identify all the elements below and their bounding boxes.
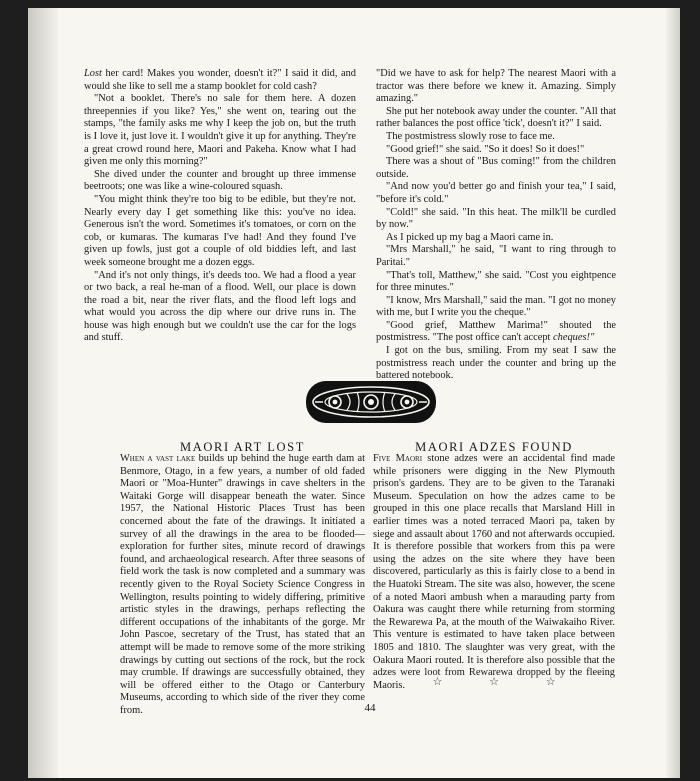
- paragraph: "You might think they're too big to be edible, but they're not. Nearly every day I get something like this: you've no idea. Generous isn't the word. Sometimes it's tomatoes, or corn on the cob, or kumaras. The kumaras I've had! And they found I've given up fowls, just got a couple of old biddies left, and last week someone brought me a dozen eggs.: [84, 193, 356, 268]
- star-icon: ☆: [432, 676, 443, 688]
- page-spine: [28, 8, 58, 778]
- paragraph: "And now you'd better go and finish your tea," I said, "before it's cold.": [376, 181, 616, 205]
- adzes-article-body: [373, 453, 615, 692]
- paragraph: I got on the bus, smiling. From my seat I saw the postmistress reach under the counter and bring up the battered notebook.: [376, 345, 616, 382]
- page-number: 44: [364, 702, 376, 714]
- star-icon: ☆: [545, 676, 556, 688]
- section-divider: [373, 675, 615, 688]
- paragraph: "And it's not only things, it's deeds too. We had a flood a year or two back, a real he-man of a flood. Well, our place is down the road a bit, near the river flats, and the flood left logs and what would you across the dip where our drive runs in. The house was high enough but we couldn't use the car for the logs and stuff.: [84, 269, 356, 344]
- lead-in: Five Maori: [373, 453, 423, 464]
- paragraph: "Cold!" she said. "In this heat. The milk'll be curdled by now.": [376, 206, 616, 231]
- lead-in: When a vast lake: [120, 453, 196, 464]
- art-article-body: [120, 453, 365, 717]
- paragraph: "Good grief!" she said. "So it does! So it does!": [386, 143, 585, 155]
- paragraph: Five Maori stone adzes were an accidental find made while prisoners were digging in the New Plymouth prison's gardens. They are to be given to the Taranaki Museum. Speculation on how the adzes came to be grouped in this one place recalls that Marsland Hill in earlier times was a noted terraced Maori pa, taken by siege and assault about 1760 and not afterwards occupied. It is therefore possible that workers from this pa were using the adzes on the site where they have been discovered, particularly as this is fairly close to a bend in the Huatoki Stream. The site was also, however, the scene of a noted Maori ambush when a marauding party from Oakura was caught there while returning from storming the Rewarewa Pa, at the mouth of the Waiwakaiho River. This venture is estimated to have taken place between 1805 and 1810. The slaughter was very great, with the Oakura Maori routed. It is therefore also possible that the adzes were loot from Rewarewa dropped by the fleeing Maoris.: [373, 453, 615, 691]
- paragraph: The postmistress slowly rose to face me.: [386, 130, 555, 142]
- adzes-article-title: MAORI ADZES FOUND: [415, 440, 573, 454]
- paragraph: "That's toll, Matthew," she said. "Cost you eightpence for three minutes.": [376, 269, 616, 294]
- maori-ornament-icon: [305, 380, 437, 424]
- paragraph: She put her notebook away under the counter. "All that rather balances the post office 'tick', doesn't it?" I said.: [376, 105, 616, 130]
- paragraph: "I know, Mrs Marshall," said the man. "I got no money with me, but I write you the cheque.": [376, 294, 616, 319]
- paragraph: She dived under the counter and brought up three immense beetroots; one was like a wine-coloured squash.: [84, 168, 356, 193]
- paragraph: "Good grief, Matthew Marima!" shouted the postmistress. "The post office can't accept cheques!": [376, 319, 616, 344]
- page-edge: [666, 8, 680, 778]
- story-column-left: [84, 68, 356, 345]
- star-icon: ☆: [489, 676, 499, 688]
- paragraph: There was a shout of "Bus coming!" from the children outside.: [376, 156, 616, 180]
- paragraph: Lost her card! Makes you wonder, doesn't it?" I said it did, and would she like to sell me a stamp booklet for cold cash?: [84, 68, 356, 92]
- paragraph: "Mrs Marshall," he said, "I want to ring through to Paritai.": [376, 244, 616, 268]
- paragraph: As I picked up my bag a Maori came in.: [386, 231, 554, 243]
- paragraph: When a vast lake builds up behind the huge earth dam at Benmore, Otago, in a few years, a number of old faded Maori or "Moa-Hunter" drawings in cave shelters in the Waitaki Gorge will disappear beneath the water. Since 1957, the National Historic Places Trust has been concerned about the fate of the drawings. It initiated a survey of all the drawings in the area to be flooded—exploration for further sites, minute record of drawings found, and archaeological research. After three seasons of field work the task is now completed and a summary was recently given to the Royal Society Science Congress in Wellington, results pointing to widely differing, primitive artistic styles in the drawings, perhaps reflecting the different occupations of the inhabitants of the gorge. Mr John Pascoe, secretary of the Trust, has stated that an attempt will be made to remove some of the more striking drawings by cutting out sections of the rock, but the rock may crumble. If drawings are successfully obtained, they will be offered either to the Otago or Canterbury Museums, according to which side of the river they come from.: [120, 453, 365, 716]
- story-column-right: [376, 68, 616, 383]
- paragraph: "Not a booklet. There's no sale for them here. A dozen threepennies if you like? Yes," she went on, tearing out the stamps, "the family asks me why I keep the job on, but the truth is I love it, just love it. I wouldn't give it up for anything. They're a great crowd round here, Maori and Pakeha. Know what I had given me only this morning?": [84, 93, 356, 168]
- paragraph: "Did we have to ask for help? The nearest Maori with a tractor was there before we knew it. Amazing. Simply amazing.": [376, 68, 616, 105]
- art-article-title: MAORI ART LOST: [180, 440, 305, 454]
